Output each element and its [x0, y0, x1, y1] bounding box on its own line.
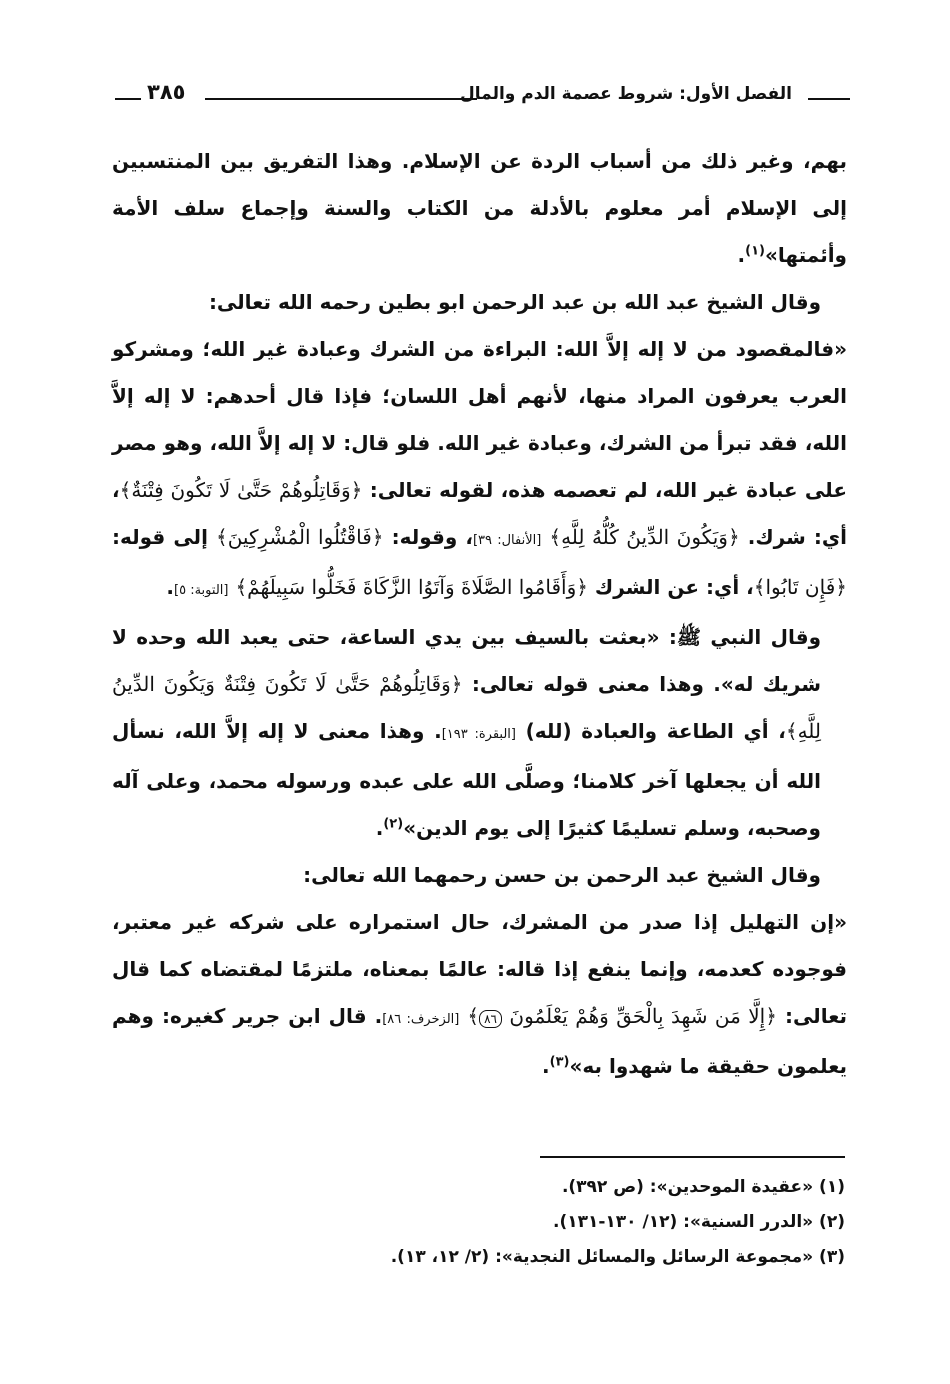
quran-verse: ﴿وَيَكُونَ الدِّينُ كُلُّهُ لِلَّهِ﴾: [549, 525, 740, 549]
header-rule: [115, 98, 141, 100]
footnote-marker[interactable]: (١): [745, 243, 765, 259]
quran-verse: ﴿فَإِن تَابُوا﴾: [753, 575, 847, 599]
footnote-separator: [540, 1156, 845, 1158]
section-intro: وقال الشيخ عبد الرحمن بن حسن رحمهما الله تعالى:: [303, 863, 821, 887]
verse-reference: [البقرة: ١٩٣]: [441, 727, 516, 742]
quran-verse: ﴿وَقَاتِلُوهُمْ حَتَّىٰ لَا تَكُونَ فِتْنَةٌ﴾: [119, 478, 363, 502]
paragraph: بهم، وغير ذلك من أسباب الردة عن الإسلام. وهذا التفريق بين المنتسبين إلى الإسلام أمر معلوم بالأدلة من الكتاب والسنة وإجماع سلف الأمة وأئمتها»$^{(١)}$.: [112, 149, 847, 267]
verse-reference: [الأنفال: ٣٩]: [472, 533, 542, 548]
footnote-item: (٢) «الدرر السنية»: (١٢/ ١٣٠-١٣١).: [552, 1212, 845, 1232]
quran-verse: ﴿وَأَقَامُوا الصَّلَاةَ وَآتَوُا الزَّكَاةَ فَخَلُّوا سَبِيلَهُمْ﴾: [235, 575, 588, 599]
quran-verse: ﴿وَقَاتِلُوهُمْ حَتَّىٰ لَا تَكُونَ فِتْنَةٌ وَيَكُونَ الدِّينُ لِلَّهِ﴾: [112, 672, 821, 743]
chapter-title: الفصل الأول: شروط عصمة الدم والمال: [460, 84, 792, 104]
verse-reference: [التوبة: ٥]: [174, 583, 229, 598]
paragraph: «فالمقصود من لا إله إلاَّ الله: البراءة من الشرك وعبادة غير الله؛ ومشركو العرب يعرفون المراد منها، لأنهم أهل اللسان؛ فإذا قال أحدهم: لا إله إلاَّ الله، فقد تبرأ من الشرك، وعبادة غير الله. فلو قال: لا إله إلاَّ الله، وهو مصر على عبادة غير الله، لم تعصمه هذه، لقوله تعالى: ﴿وَقَاتِلُوهُمْ حَتَّىٰ لَا تَكُونَ فِتْنَةٌ﴾، أي: شرك. ﴿وَيَكُونَ الدِّينُ كُلُّهُ لِلَّهِ﴾ [الأنفال: ٣٩]، وقوله: ﴿فَاقْتُلُوا الْمُشْرِكِينَ﴾ إلى قوله: ﴿فَإِن تَابُوا﴾، أي: عن الشرك ﴿وَأَقَامُوا الصَّلَاةَ وَآتَوُا الزَّكَاةَ فَخَلُّوا سَبِيلَهُمْ﴾ [التوبة: ٥].: [112, 337, 848, 599]
footnote-marker[interactable]: (٣): [549, 1054, 570, 1070]
running-header: [115, 78, 850, 118]
paragraph: «إن التهليل إذا صدر من المشرك، حال استمراره على شركه غير معتبر، فوجوده كعدمه، وإنما ينفع إذا قاله: عالمًا بمعناه، ملتزمًا لمقتضاه كما قال تعالى: ﴿إِلَّا مَن شَهِدَ بِالْحَقِّ وَهُمْ يَعْلَمُونَ ٨٦﴾ [الزخرف: ٨٦]. قال ابن جرير كغيره: وهم يعلمون حقيقة ما شهدوا به»$^{(٣)}$.: [112, 910, 848, 1078]
section-intro: وقال الشيخ عبد الله بن عبد الرحمن ابو بطين رحمه الله تعالى:: [208, 290, 821, 314]
paragraph: وقال النبي ﷺ: «بعثت بالسيف بين يدي الساعة، حتى يعبد الله وحده لا شريك له». وهذا معنى قوله تعالى: ﴿وَقَاتِلُوهُمْ حَتَّىٰ لَا تَكُونَ فِتْنَةٌ وَيَكُونَ الدِّينُ لِلَّهِ﴾، أي الطاعة والعبادة (لله) [البقرة: ١٩٣]. وهذا معنى لا إله إلاَّ الله، نسأل الله أن يجعلها آخر كلامنا؛ وصلَّى الله على عبده ورسوله محمد، وعلى آله وصحبه، وسلم تسليمًا كثيرًا إلى يوم الدين»$^{(٢)}$.: [112, 625, 821, 840]
footnotes: [300, 1170, 845, 1275]
page-number: ٣٨٥: [147, 80, 186, 104]
body-text: [112, 138, 847, 1090]
quran-verse: ﴿إِلَّا مَن شَهِدَ بِالْحَقِّ وَهُمْ يَعْلَمُونَ ٨٦﴾: [467, 1004, 777, 1028]
header-rule: [205, 98, 477, 100]
footnote-item: (٣) «مجموعة الرسائل والمسائل النجدية»: (٢/ ١٢، ١٣).: [390, 1247, 845, 1267]
verse-reference: [الزخرف: ٨٦]: [382, 1012, 460, 1027]
footnote-item: (١) «عقيدة الموحدين»: (ص ٣٩٢).: [561, 1177, 845, 1197]
verse-number: ٨٦: [479, 1010, 502, 1028]
header-rule: [808, 98, 850, 100]
quran-verse: ﴿فَاقْتُلُوا الْمُشْرِكِينَ﴾: [215, 525, 384, 549]
footnote-marker[interactable]: (٢): [383, 816, 404, 832]
